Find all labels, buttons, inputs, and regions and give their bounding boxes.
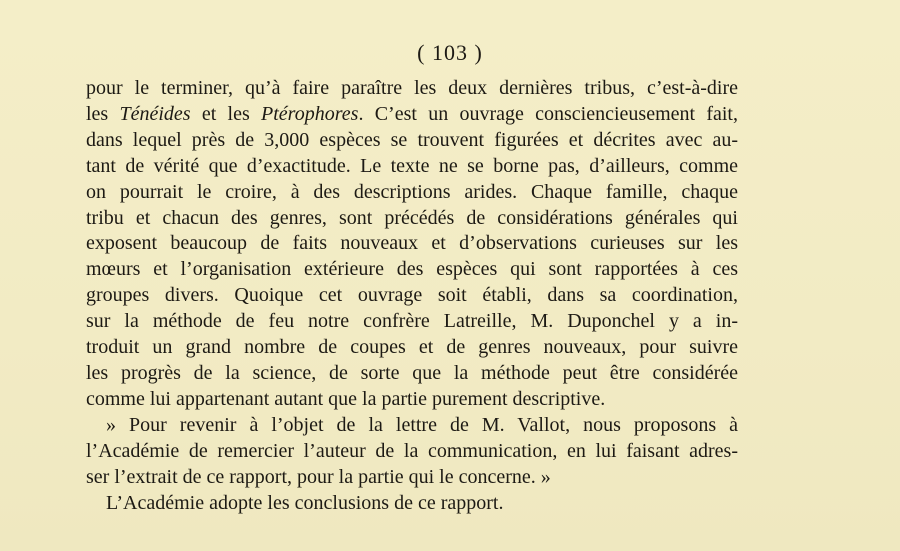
text-line: L’Académie adopte les conclusions de ce rapport. xyxy=(106,491,504,514)
body-text xyxy=(86,76,738,516)
text-line: on pourrait le croire, à des descriptions arides. Chaque famille, chaque xyxy=(86,180,738,203)
text-line: tant de vérité que d’exactitude. Le texte ne se borne pas, d’ailleurs, comme xyxy=(86,154,738,177)
text-line: dans lequel près de 3,000 espèces se trouvent figurées et décrites avec au- xyxy=(86,128,738,151)
italic-term: Ptérophores xyxy=(261,102,359,125)
text-line: sur la méthode de feu notre confrère Latreille, M. Duponchel y a in- xyxy=(86,310,738,333)
text-line: ser l’extrait de ce rapport, pour la partie qui le concerne. » xyxy=(86,465,551,488)
text-line: mœurs et l’organisation extérieure des espèces qui sont rapportées à ces xyxy=(86,258,738,281)
text-line: pour le terminer, qu’à faire paraître les deux dernières tribus, c’est-à-dire xyxy=(86,77,738,99)
text-line: les Ténéides et les Ptérophores. C’est un ouvrage consciencieusement fait, xyxy=(86,102,738,125)
text-line: comme lui appartenant autant que la partie purement descriptive. xyxy=(86,387,606,410)
text-line: l’Académie de remercier l’auteur de la communication, en lui faisant adres- xyxy=(86,439,738,462)
text-line: tribu et chacun des genres, sont précédés de considérations générales qui xyxy=(86,206,738,229)
italic-term: Ténéides xyxy=(119,102,191,125)
text-line: troduit un grand nombre de coupes et de genres nouveaux, pour suivre xyxy=(86,336,738,359)
text-line: groupes divers. Quoique cet ouvrage soit établi, dans sa coordination, xyxy=(86,284,738,307)
text-line: exposent beaucoup de faits nouveaux et d’observations curieuses sur les xyxy=(86,232,738,255)
page-number: ( 103 ) xyxy=(417,40,483,65)
text-line: » Pour revenir à l’objet de la lettre de M. Vallot, nous proposons à xyxy=(106,413,738,436)
text-line: les progrès de la science, de sorte que la méthode peut être considérée xyxy=(86,361,738,384)
